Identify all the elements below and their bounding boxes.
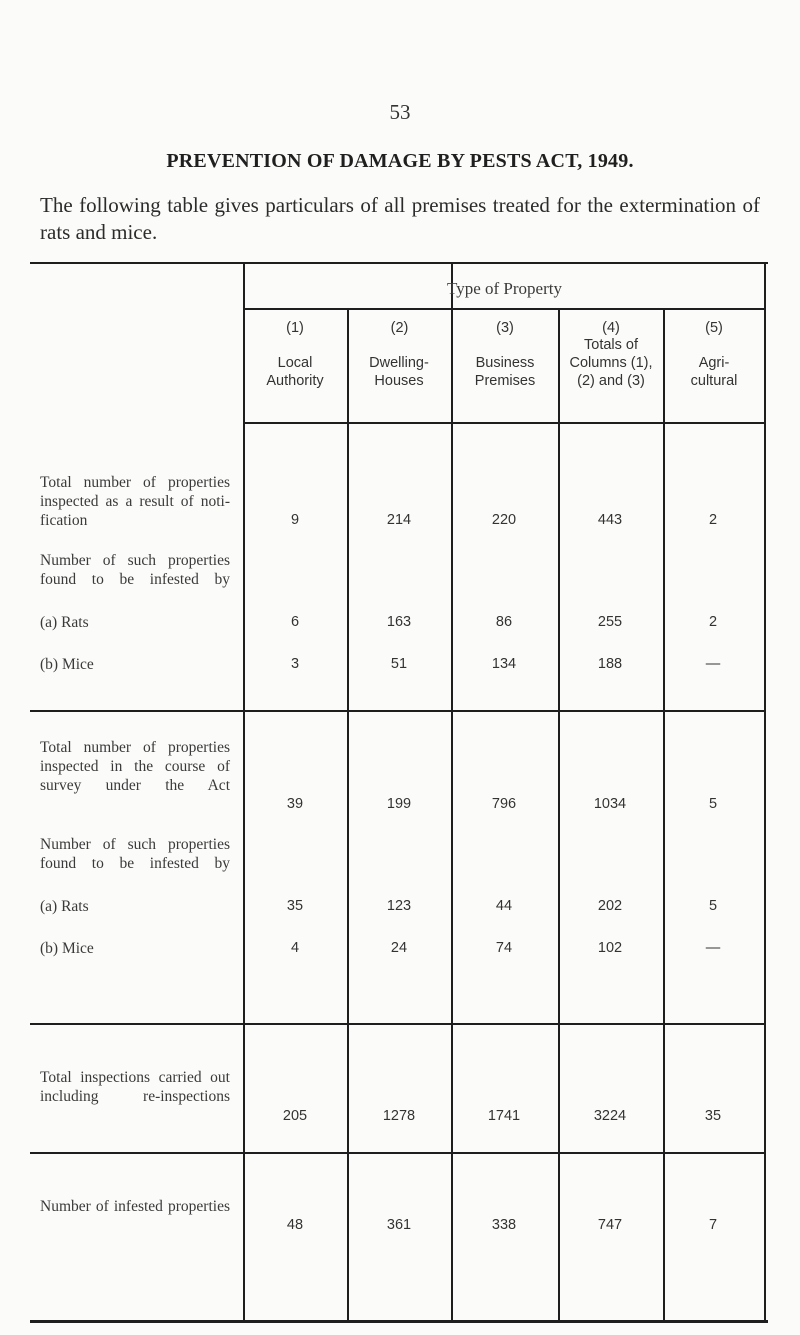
col-header-label-4: Totals of Columns (1), (2) and (3) — [569, 337, 653, 389]
column-divider-3 — [558, 308, 560, 1322]
cell-s1r1-c3: 220 — [491, 512, 517, 528]
cell-s1r1-c5: 2 — [708, 512, 718, 528]
table-left-divider — [243, 262, 245, 1322]
cell-s2r4-c2: 24 — [390, 940, 408, 956]
row-label-infested-properties: Number of infested properties — [40, 1198, 230, 1215]
cell-s4r1-c4: 747 — [597, 1217, 623, 1233]
cell-s1r1-c4: 443 — [597, 512, 623, 528]
cell-s2r1-c3: 796 — [491, 796, 517, 812]
row-label-notification-total: Total number of properties inspected as a result of noti- fication — [40, 474, 230, 529]
row-label-mice-1: (b) Mice — [40, 656, 94, 673]
cell-s3r1-c4: 3224 — [593, 1108, 627, 1124]
cell-s1r4-c2: 51 — [390, 656, 408, 672]
row-label-infested-intro-1: Number of such properties found to be infested by — [40, 552, 230, 588]
cell-s2r4-c4: 102 — [597, 940, 623, 956]
cell-s1r3-c2: 163 — [386, 614, 412, 630]
col-header-num-1: (1) — [286, 320, 304, 336]
cell-s2r1-c2: 199 — [386, 796, 412, 812]
col-header-num-2: (2) — [390, 320, 409, 336]
cell-s2r1-c5: 5 — [708, 796, 718, 812]
col-header-num-3: (3) — [496, 320, 514, 336]
cell-s3r1-c1: 205 — [282, 1108, 308, 1124]
row-label-infested-intro-2: Number of such properties found to be infested by — [40, 836, 230, 872]
cell-s1r4-c5: — — [705, 656, 721, 672]
cell-s2r3-c3: 44 — [495, 898, 513, 914]
cell-s1r3-c4: 255 — [597, 614, 623, 630]
cell-s2r3-c5: 5 — [708, 898, 718, 914]
column-divider-1 — [347, 308, 349, 1322]
table-bottom-rule — [30, 1320, 768, 1323]
row-label-rats-1: (a) Rats — [40, 614, 89, 631]
pests-table — [30, 262, 768, 1322]
row-label-rats-2: (a) Rats — [40, 898, 89, 915]
row-label-total-inspections: Total inspections carried out including re-inspections — [40, 1069, 230, 1105]
cell-s1r3-c3: 86 — [495, 614, 513, 630]
column-header-rule — [243, 422, 766, 424]
cell-s2r4-c5: — — [705, 940, 721, 956]
column-divider-4 — [663, 308, 665, 1322]
page-title: PREVENTION OF DAMAGE BY PESTS ACT, 1949. — [166, 150, 634, 172]
section-rule-3 — [30, 1152, 766, 1154]
cell-s1r4-c1: 3 — [290, 656, 300, 672]
col-header-label-1: Local Authority — [266, 355, 324, 389]
cell-s1r4-c3: 134 — [491, 656, 517, 672]
table-top-rule — [30, 262, 768, 264]
cell-s2r3-c2: 123 — [386, 898, 412, 914]
row-label-mice-2: (b) Mice — [40, 940, 94, 957]
cell-s2r3-c4: 202 — [597, 898, 623, 914]
table-right-border — [764, 262, 766, 1322]
cell-s1r4-c4: 188 — [597, 656, 623, 672]
group-header-rule — [243, 308, 766, 310]
col-header-label-2: Dwelling- Houses — [369, 355, 429, 389]
cell-s3r1-c3: 1741 — [487, 1108, 521, 1124]
cell-s3r1-c5: 35 — [704, 1108, 722, 1124]
cell-s1r1-c1: 9 — [290, 512, 300, 528]
row-label-survey-total: Total number of properties inspected in the course of survey under the Act — [40, 739, 230, 794]
cell-s4r1-c5: 7 — [708, 1217, 718, 1233]
intro-paragraph: The following table gives particulars of all premises treated for the extermination of rats and mice. — [40, 193, 760, 244]
cell-s4r1-c2: 361 — [386, 1217, 412, 1233]
col-header-num-4: (4) — [602, 320, 620, 336]
cell-s2r1-c1: 39 — [286, 796, 304, 812]
cell-s1r3-c1: 6 — [290, 614, 300, 630]
cell-s2r1-c4: 1034 — [593, 796, 627, 812]
section-rule-1 — [30, 710, 766, 712]
cell-s1r1-c2: 214 — [386, 512, 412, 528]
col-header-label-3: Business Premises — [474, 355, 536, 389]
cell-s2r3-c1: 35 — [286, 898, 304, 914]
column-divider-2 — [451, 262, 453, 1322]
cell-s2r4-c3: 74 — [495, 940, 513, 956]
group-header: Type of Property — [447, 279, 562, 298]
cell-s1r3-c5: 2 — [708, 614, 718, 630]
col-header-label-5: Agri- cultural — [690, 355, 738, 389]
cell-s2r4-c1: 4 — [290, 940, 300, 956]
cell-s4r1-c3: 338 — [491, 1217, 517, 1233]
cell-s4r1-c1: 48 — [286, 1217, 304, 1233]
col-header-num-5: (5) — [705, 320, 723, 336]
page-number: 53 — [389, 100, 411, 124]
section-rule-2 — [30, 1023, 766, 1025]
cell-s3r1-c2: 1278 — [382, 1108, 416, 1124]
